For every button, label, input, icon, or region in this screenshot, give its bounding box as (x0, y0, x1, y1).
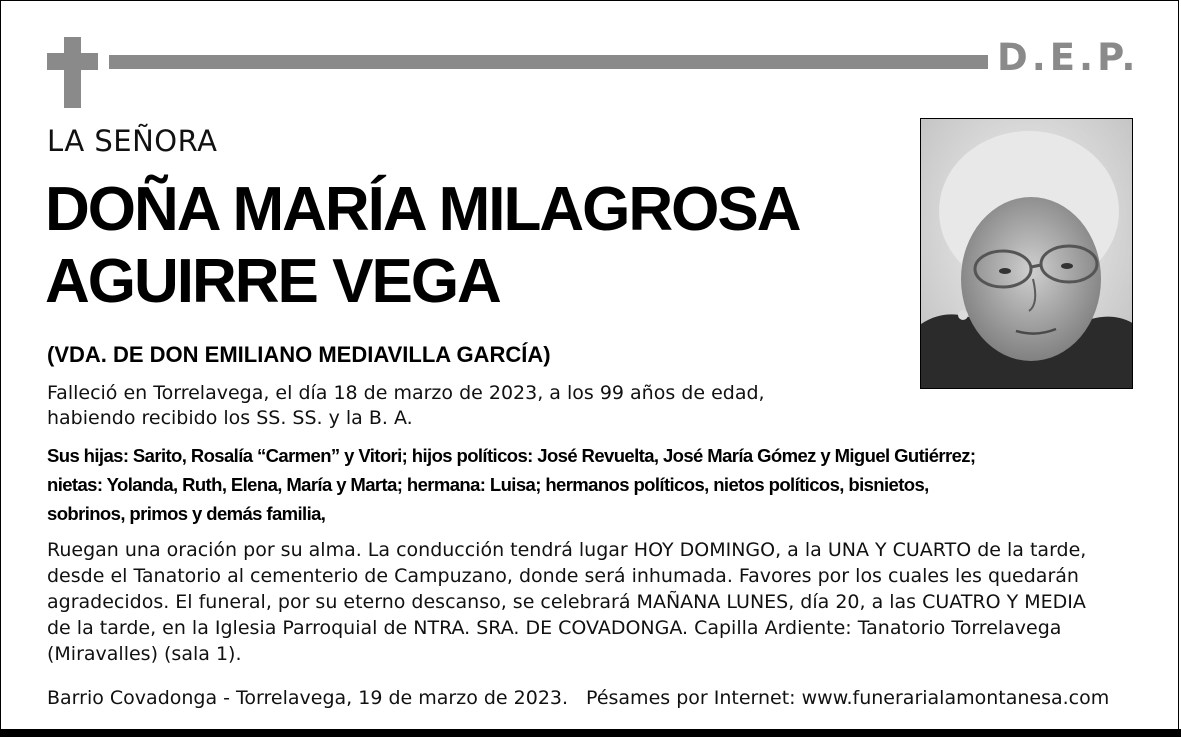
place-date: Barrio Covadonga - Torrelavega, 19 de marzo de 2023. (47, 687, 569, 709)
bottom-rule (0, 729, 1181, 737)
dep-label: D.E.P. (997, 36, 1140, 79)
service-line: (Miravalles) (sala 1). (47, 643, 242, 665)
cross-icon-bar (47, 53, 98, 70)
family-line: Sus hijas: Sarito, Rosalía “Carmen” y Vitori; hijos políticos: José Revuelta, José María Gómez y Miguel Gutiérrez; (47, 445, 976, 466)
name-line: AGUIRRE VEGA (45, 247, 500, 316)
death-line: habiendo recibido los SS. SS. y la B. A. (47, 407, 413, 429)
widow-of: (VDA. DE DON EMILIANO MEDIAVILLA GARCÍA) (47, 342, 551, 367)
deceased-name (45, 174, 799, 318)
portrait-photo (920, 118, 1133, 389)
death-details (47, 381, 765, 431)
service-line: agradecidos. El funeral, por su eterno descanso, se celebrará MAÑANA LUNES, día 20, a las CUATRO Y MEDIA (47, 591, 1086, 613)
condolences-link[interactable]: Pésames por Internet: www.funerarialamontanesa.com (586, 687, 1110, 709)
service-line: desde el Tanatorio al cementerio de Campuzano, donde será inhumada. Favores por los cuales les quedarán (47, 565, 1079, 587)
portrait-image (921, 119, 1133, 389)
service-line: Ruegan una oración por su alma. La conducción tendrá lugar HOY DOMINGO, a la UNA Y CUARTO de la tarde, (47, 539, 1087, 561)
header-rule (109, 55, 988, 69)
name-line: DOÑA MARÍA MILAGROSA (45, 175, 800, 244)
family-line: sobrinos, primos y demás familia, (47, 503, 326, 524)
footer (47, 685, 1109, 711)
family-list (47, 441, 975, 528)
family-line: nietas: Yolanda, Ruth, Elena, María y Marta; hermana: Luisa; hermanos políticos, nietos políticos, bisnietos, (47, 474, 929, 495)
intro-label: LA SEÑORA (47, 124, 218, 158)
service-details (47, 537, 1086, 667)
cross-icon (64, 37, 81, 108)
death-line: Falleció en Torrelavega, el día 18 de marzo de 2023, a los 99 años de edad, (47, 382, 765, 404)
service-line: de la tarde, en la Iglesia Parroquial de NTRA. SRA. DE COVADONGA. Capilla Ardiente: Tanatorio Torrelavega (47, 617, 1062, 639)
